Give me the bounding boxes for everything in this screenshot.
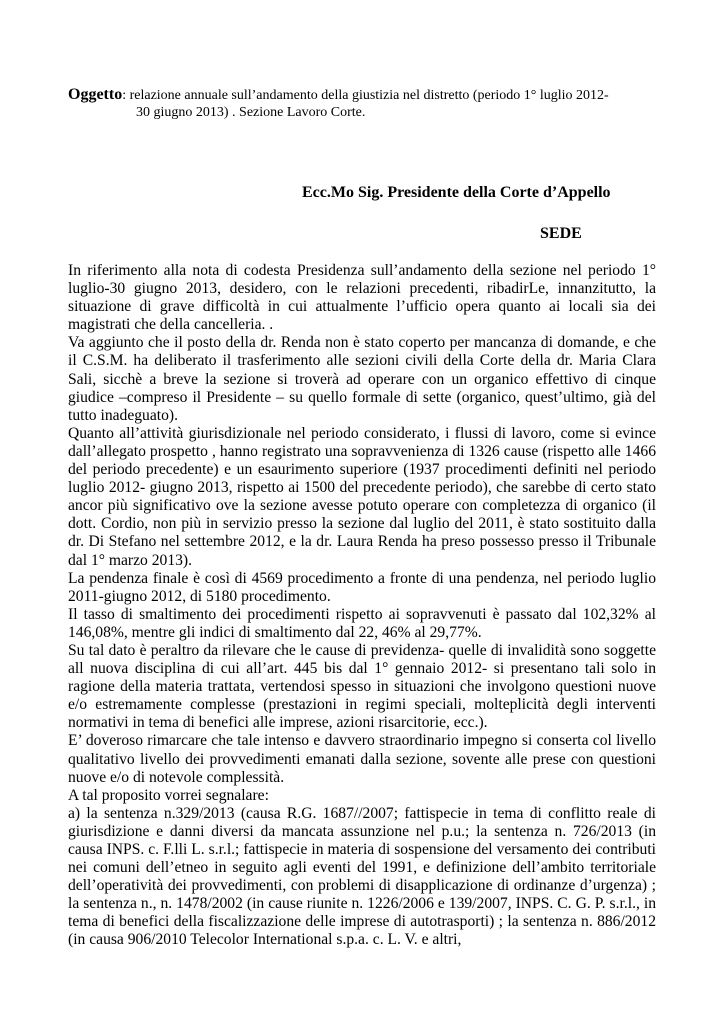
- paragraph: Il tasso di smaltimento dei procedimenti rispetto ai sopravvenuti è passato dal 102,32% al 146,08%, mentre gli indici di smaltimento dal 22, 46% al 29,77%.: [68, 605, 656, 641]
- addressee: Ecc.Mo Sig. Presidente della Corte d’Appello: [302, 184, 611, 201]
- subject-text-line2: 30 giugno 2013) . Sezione Lavoro Corte.: [136, 105, 366, 120]
- paragraph: La pendenza finale è così di 4569 procedimento a fronte di una pendenza, nel periodo luglio 2011-giugno 2012, di 5180 procedimento.: [68, 569, 656, 605]
- letter-body: [68, 262, 656, 950]
- sede-label: SEDE: [540, 225, 582, 242]
- paragraph: Va aggiunto che il posto della dr. Renda non è stato coperto per mancanza di domande, e che il C.S.M. ha deliberato il trasferimento alle sezioni civili della Corte della dr. Maria Clara Sali, sicchè a breve la sezione si troverà ad operare con un organico effettivo di cinque giudice –compreso il Presidente – su quello formale di sette (organico, quest’ultimo, già del tutto inadeguato).: [68, 334, 656, 424]
- paragraph: A tal proposito vorrei segnalare:: [68, 786, 269, 804]
- subject-line: [68, 86, 668, 121]
- paragraph: a) la sentenza n.329/2013 (causa R.G. 1687//2007; fattispecie in tema di conflitto reale di giurisdizione e danni diversi da mancata assunzione nel p.u.; la sentenza n. 726/2013 (in causa INPS. c. F.lli L. s.r.l.; fattispecie in materia di sospensione del versamento dei contributi nei comuni dell’etneo in seguito agli eventi del 1991, e definizione dell’ambito territoriale dell’operatività dei provvedimenti, con problemi di disapplicazione di ordinanze d’urgenza) ; la sentenza n., n. 1478/2002 (in cause riunite n. 1226/2006 e 139/2007, INPS. C. G. P. s.r.l., in tema di benefici della fiscalizzazione delle imprese di autotrasporti) ; la sentenza n. 886/2012 (in causa 906/2010 Telecolor International s.p.a. c. L. V. e altri,: [68, 804, 656, 949]
- subject-text-line1: : relazione annuale sull’andamento della giustizia nel distretto (periodo 1° luglio 2012-: [122, 88, 609, 103]
- paragraph: Quanto all’attività giurisdizionale nel periodo considerato, i flussi di lavoro, come si evince dall’allegato prospetto , hanno registrato una sopravvenienza di 1326 cause (rispetto alle 1466 del periodo precedente) e un esaurimento superiore (1937 procedimenti definiti nel periodo luglio 2012- giugno 2013, rispetto ai 1500 del precedente periodo), che sarebbe di certo stato ancor più significativo ove la sezione avesse potuto operare con completezza di organico (il dott. Cordio, non più in servizio presso la sezione dal luglio del 2011, è stato sostituito dalla dr. Di Stefano nel settembre 2012, e la dr. Laura Renda ha preso possesso presso il Tribunale dal 1° marzo 2013).: [68, 424, 656, 569]
- subject-label: Oggetto: [68, 86, 123, 103]
- paragraph: In riferimento alla nota di codesta Presidenza sull’andamento della sezione nel periodo 1° luglio-30 giugno 2013, desidero, con le relazioni precedenti, ribadirLe, innanzitutto, la situazione di grave difficoltà in cui attualmente l’ufficio opera quanto ai locali sia dei magistrati che della cancelleria. .: [68, 262, 656, 334]
- paragraph: Su tal dato è peraltro da rilevare che le cause di previdenza- quelle di invalidità sono soggette all nuova disciplina di cui all’art. 445 bis dal 1° gennaio 2012- si presentano tali solo in ragione della materia trattata, vertendosi spesso in situazioni che involgono questioni nuove e/o estremamente complesse (prestazioni in regimi speciali, molteplicità degli interventi normativi in tema di benefici alle imprese, azioni risarcitorie, ecc.).: [68, 641, 656, 732]
- paragraph: E’ doveroso rimarcare che tale intenso e davvero straordinario impegno si conserta col livello qualitativo livello dei provvedimenti emanati dalla sezione, sovente alle prese con questioni nuove e/o di notevole complessità.: [68, 732, 656, 786]
